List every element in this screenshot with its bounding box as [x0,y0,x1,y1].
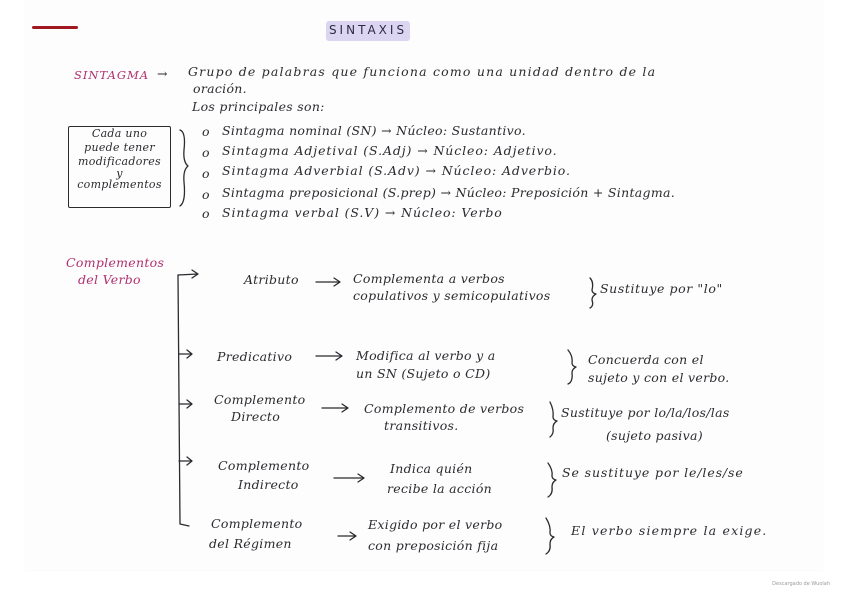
complement-name: Complemento [214,392,306,407]
complement-description: transitivos. [384,418,459,433]
note-line: Cada uno [91,127,148,140]
sintagma-item: Sintagma verbal (S.V) → Núcleo: Verbo [222,205,503,220]
brace-icon [548,463,556,497]
complement-note: Se sustituye por le/les/se [562,465,744,480]
diagram-strokes [26,0,822,570]
watermark: Descargado de Wuolah [772,581,830,587]
complement-name: del Régimen [209,536,292,551]
complement-description: Modifica al verbo y a [356,348,496,363]
branch-arrow-icon [179,457,192,465]
branch-arrow-icon [178,270,198,278]
brace-icon [546,518,554,554]
note-line: complementos [77,178,162,191]
complement-description: Complemento de verbos [364,401,525,416]
complement-note: sujeto y con el verbo. [588,370,730,385]
sintagma-label: SINTAGMA [74,68,150,82]
arrow-icon [316,278,340,286]
complement-description: Exigido por el verbo [368,517,503,532]
bullet-icon: o [202,187,210,202]
branch-arrow-icon [179,350,192,358]
complement-note: Concuerda con el [588,352,704,367]
complement-note: Sustituye por lo/la/los/las [561,405,730,420]
bullet-icon: o [202,166,210,181]
note-line: puede tener [84,141,155,154]
sintagma-arrow: → [157,66,168,81]
complement-name: Indirecto [238,477,299,492]
arrow-icon [316,352,342,360]
complement-description: Complementa a verbos [353,271,505,286]
arrow-icon [338,532,356,540]
complement-name: Complemento [218,458,310,473]
note-line: modificadores [78,155,161,168]
brace-icon [568,350,576,384]
sintagma-item: Sintagma Adjetival (S.Adj) → Núcleo: Adjetivo. [222,143,558,158]
branch-arrow-icon [179,400,192,408]
complement-note: (sujeto pasiva) [606,428,703,443]
sintagma-item: Sintagma Adverbial (S.Adv) → Núcleo: Adverbio. [222,163,571,178]
sintagma-item: Sintagma preposicional (S.prep) → Núcleo: Preposición + Sintagma. [222,185,676,200]
arrow-icon [322,404,348,412]
sintagma-intro: Los principales son: [192,99,325,114]
bullet-icon: o [202,124,210,139]
bullet-icon: o [202,145,210,160]
complementos-label-line-1: Complementos [66,255,165,270]
complement-description: un SN (Sujeto o CD) [356,366,491,381]
complement-description: copulativos y semicopulativos [353,288,551,303]
complement-note: Sustituye por "lo" [600,281,723,296]
sintagma-definition-line-2: oración. [193,81,247,96]
brace-icon [590,278,596,308]
brace-icon [180,130,188,206]
complement-name: Atributo [244,272,299,287]
complement-note: El verbo siempre la exige. [571,523,768,538]
notes-page [26,0,822,570]
bullet-icon: o [202,206,210,221]
brace-icon [550,402,557,437]
complement-description: con preposición fija [368,538,499,553]
sintagma-item: Sintagma nominal (SN) → Núcleo: Sustantivo. [222,123,526,138]
complement-name: Predicativo [217,349,293,364]
complement-name: Directo [231,409,281,424]
sintagma-definition-line-1: Grupo de palabras que funciona como una unidad dentro de la [188,64,657,79]
complement-name: Complemento [211,516,303,531]
note-line: y [116,167,123,180]
complement-description: recibe la acción [387,481,492,496]
page-title: SINTAXIS [328,23,408,37]
arrow-icon [334,474,364,482]
complementos-label-line-2: del Verbo [78,272,141,287]
complement-description: Indica quién [390,461,473,476]
